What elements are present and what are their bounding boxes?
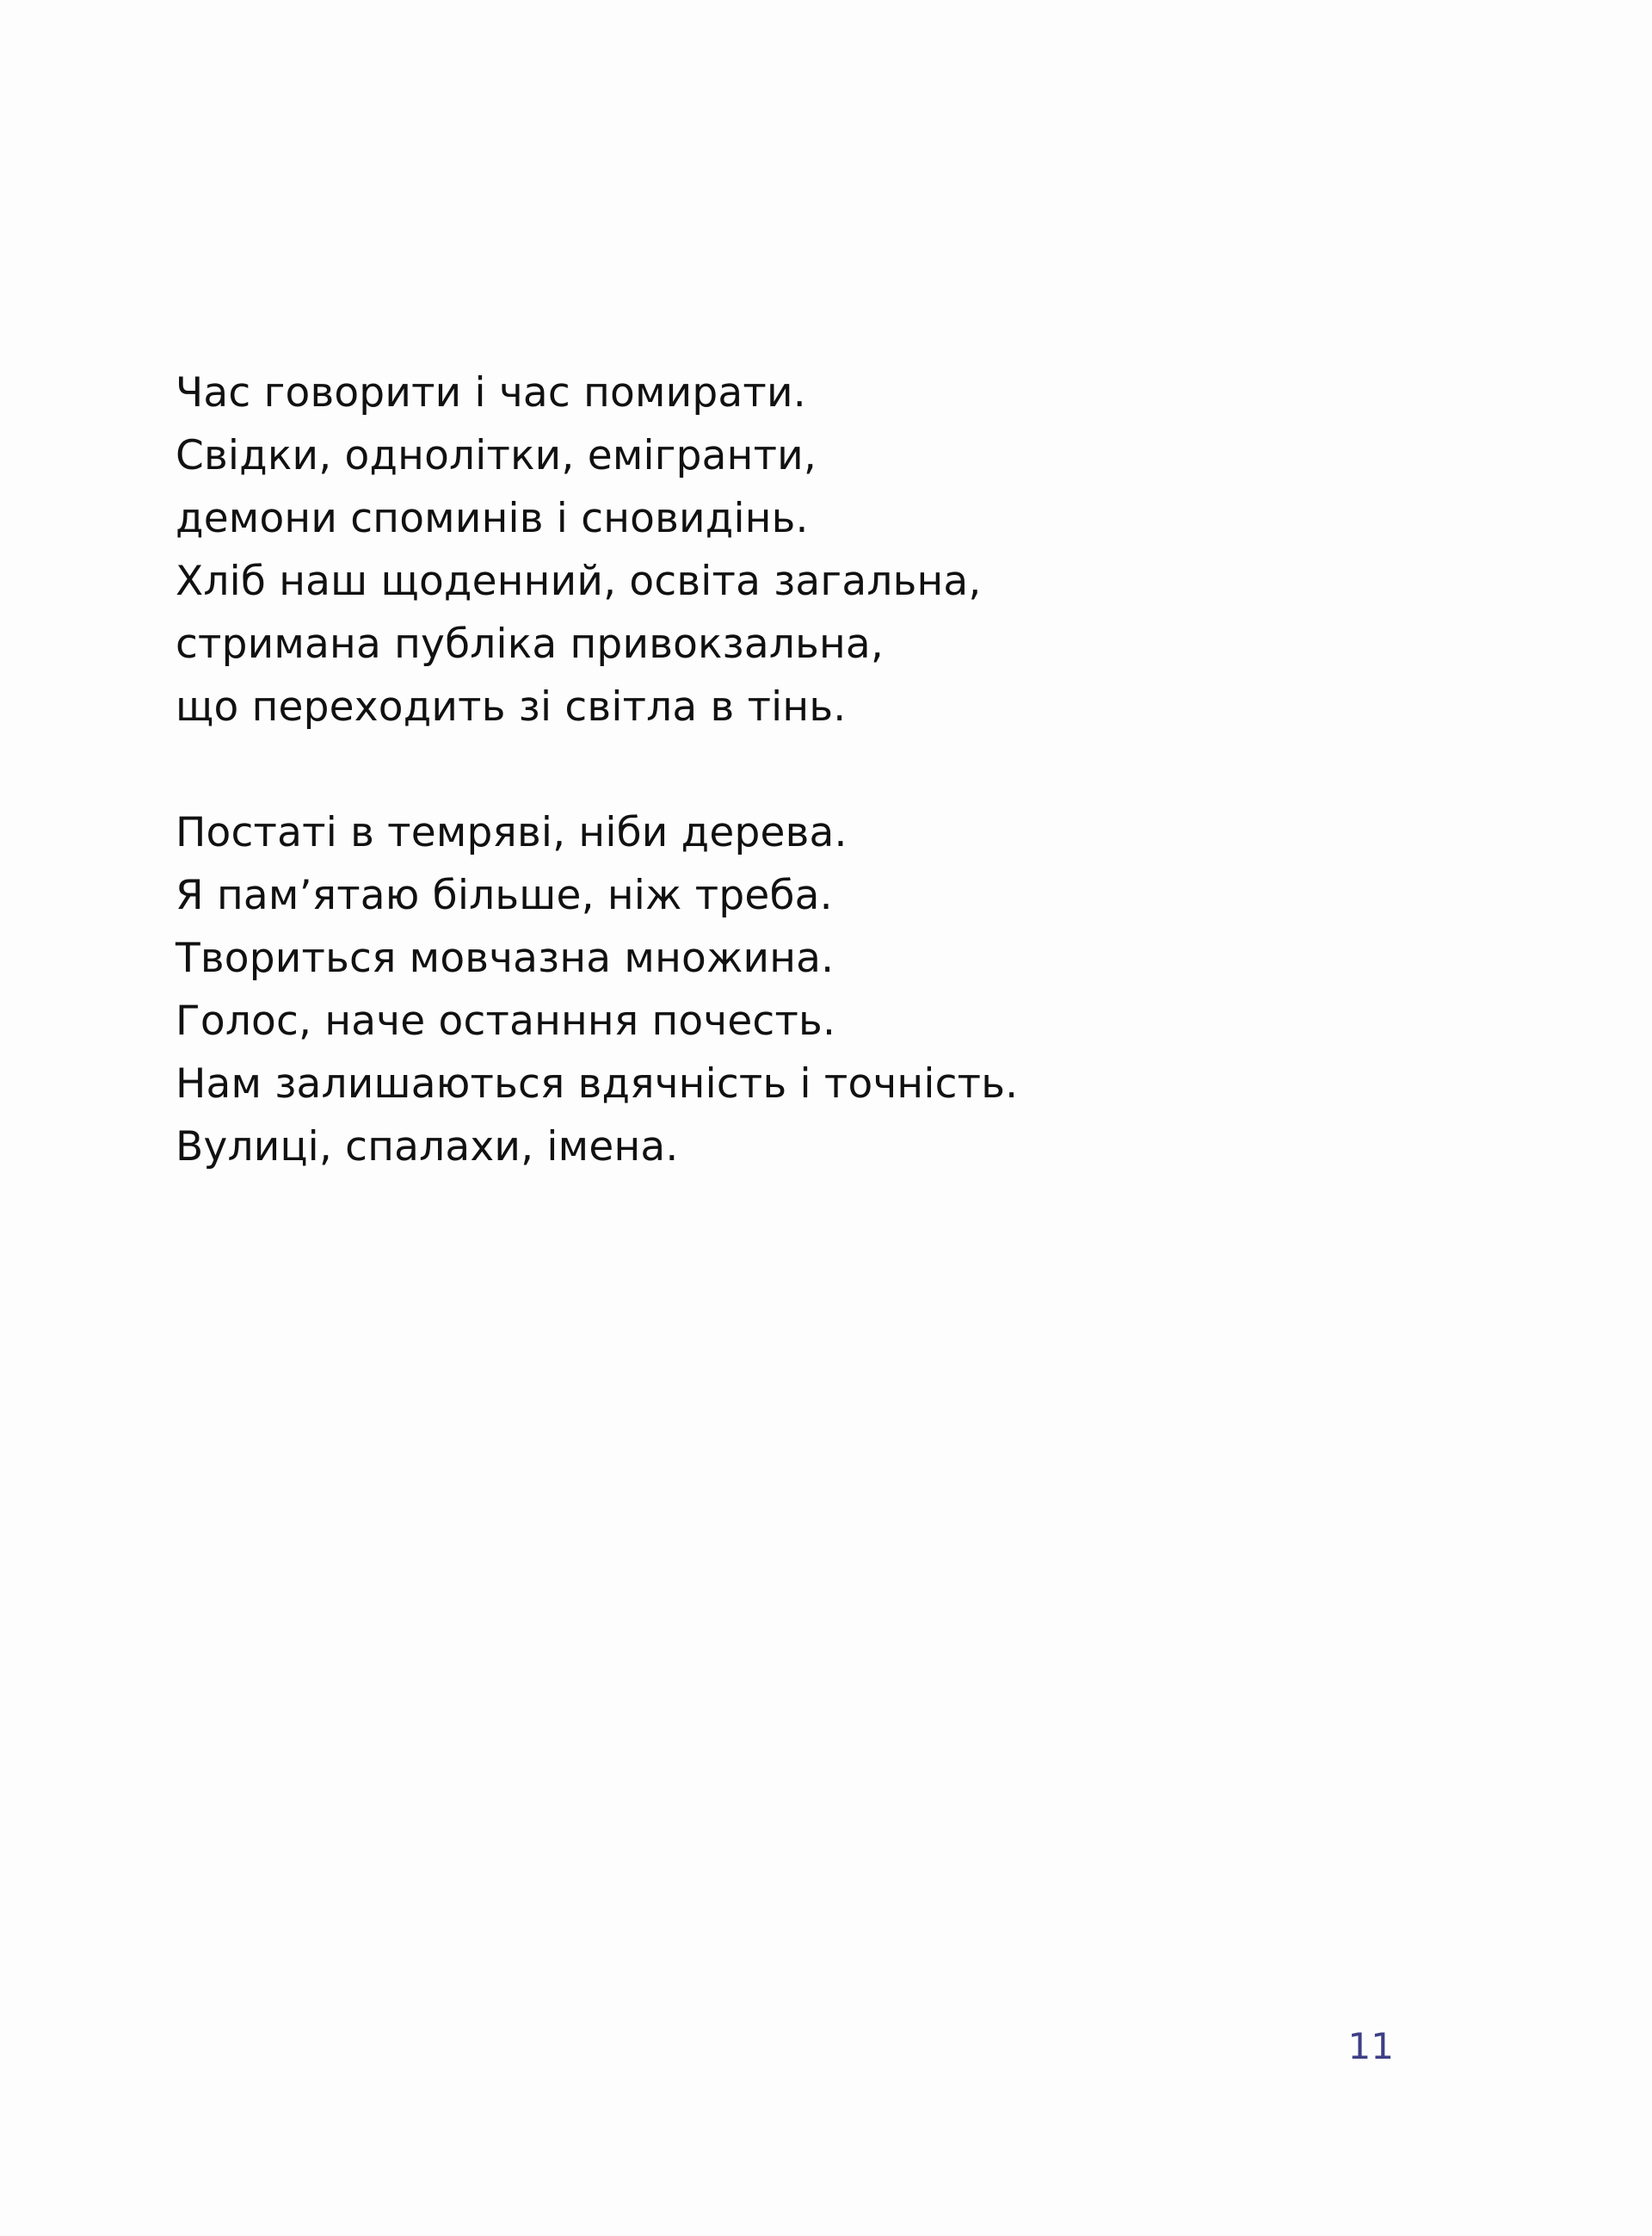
- poem-line: Вулиці, спалахи, імена.: [176, 1123, 679, 1171]
- poem-line: Час говорити і час помирати.: [176, 369, 806, 417]
- poem-line: Хліб наш щоденний, освіта загальна,: [176, 558, 982, 605]
- poem-line: що переходить зі світла в тінь.: [176, 683, 847, 731]
- poem-line: Свідки, однолітки, емігранти,: [176, 432, 817, 479]
- poem-line: демони споминів і сновидінь.: [176, 495, 809, 542]
- poem-line: Нам залишаються вдячність і точність.: [176, 1060, 1019, 1108]
- poem: [176, 361, 1380, 1178]
- stanza-2: [176, 801, 1380, 1178]
- poem-line: Я пам’ятаю більше, ніж треба.: [176, 872, 833, 919]
- poem-line: Твориться мовчазна множина.: [176, 935, 835, 982]
- stanza-1: [176, 361, 1380, 738]
- page-number: 11: [1347, 2025, 1394, 2067]
- poem-line: стримана публіка привокзальна,: [176, 621, 885, 668]
- poem-line: Голос, наче останння почесть.: [176, 998, 836, 1045]
- poem-line: Постаті в темряві, ніби дерева.: [176, 809, 848, 856]
